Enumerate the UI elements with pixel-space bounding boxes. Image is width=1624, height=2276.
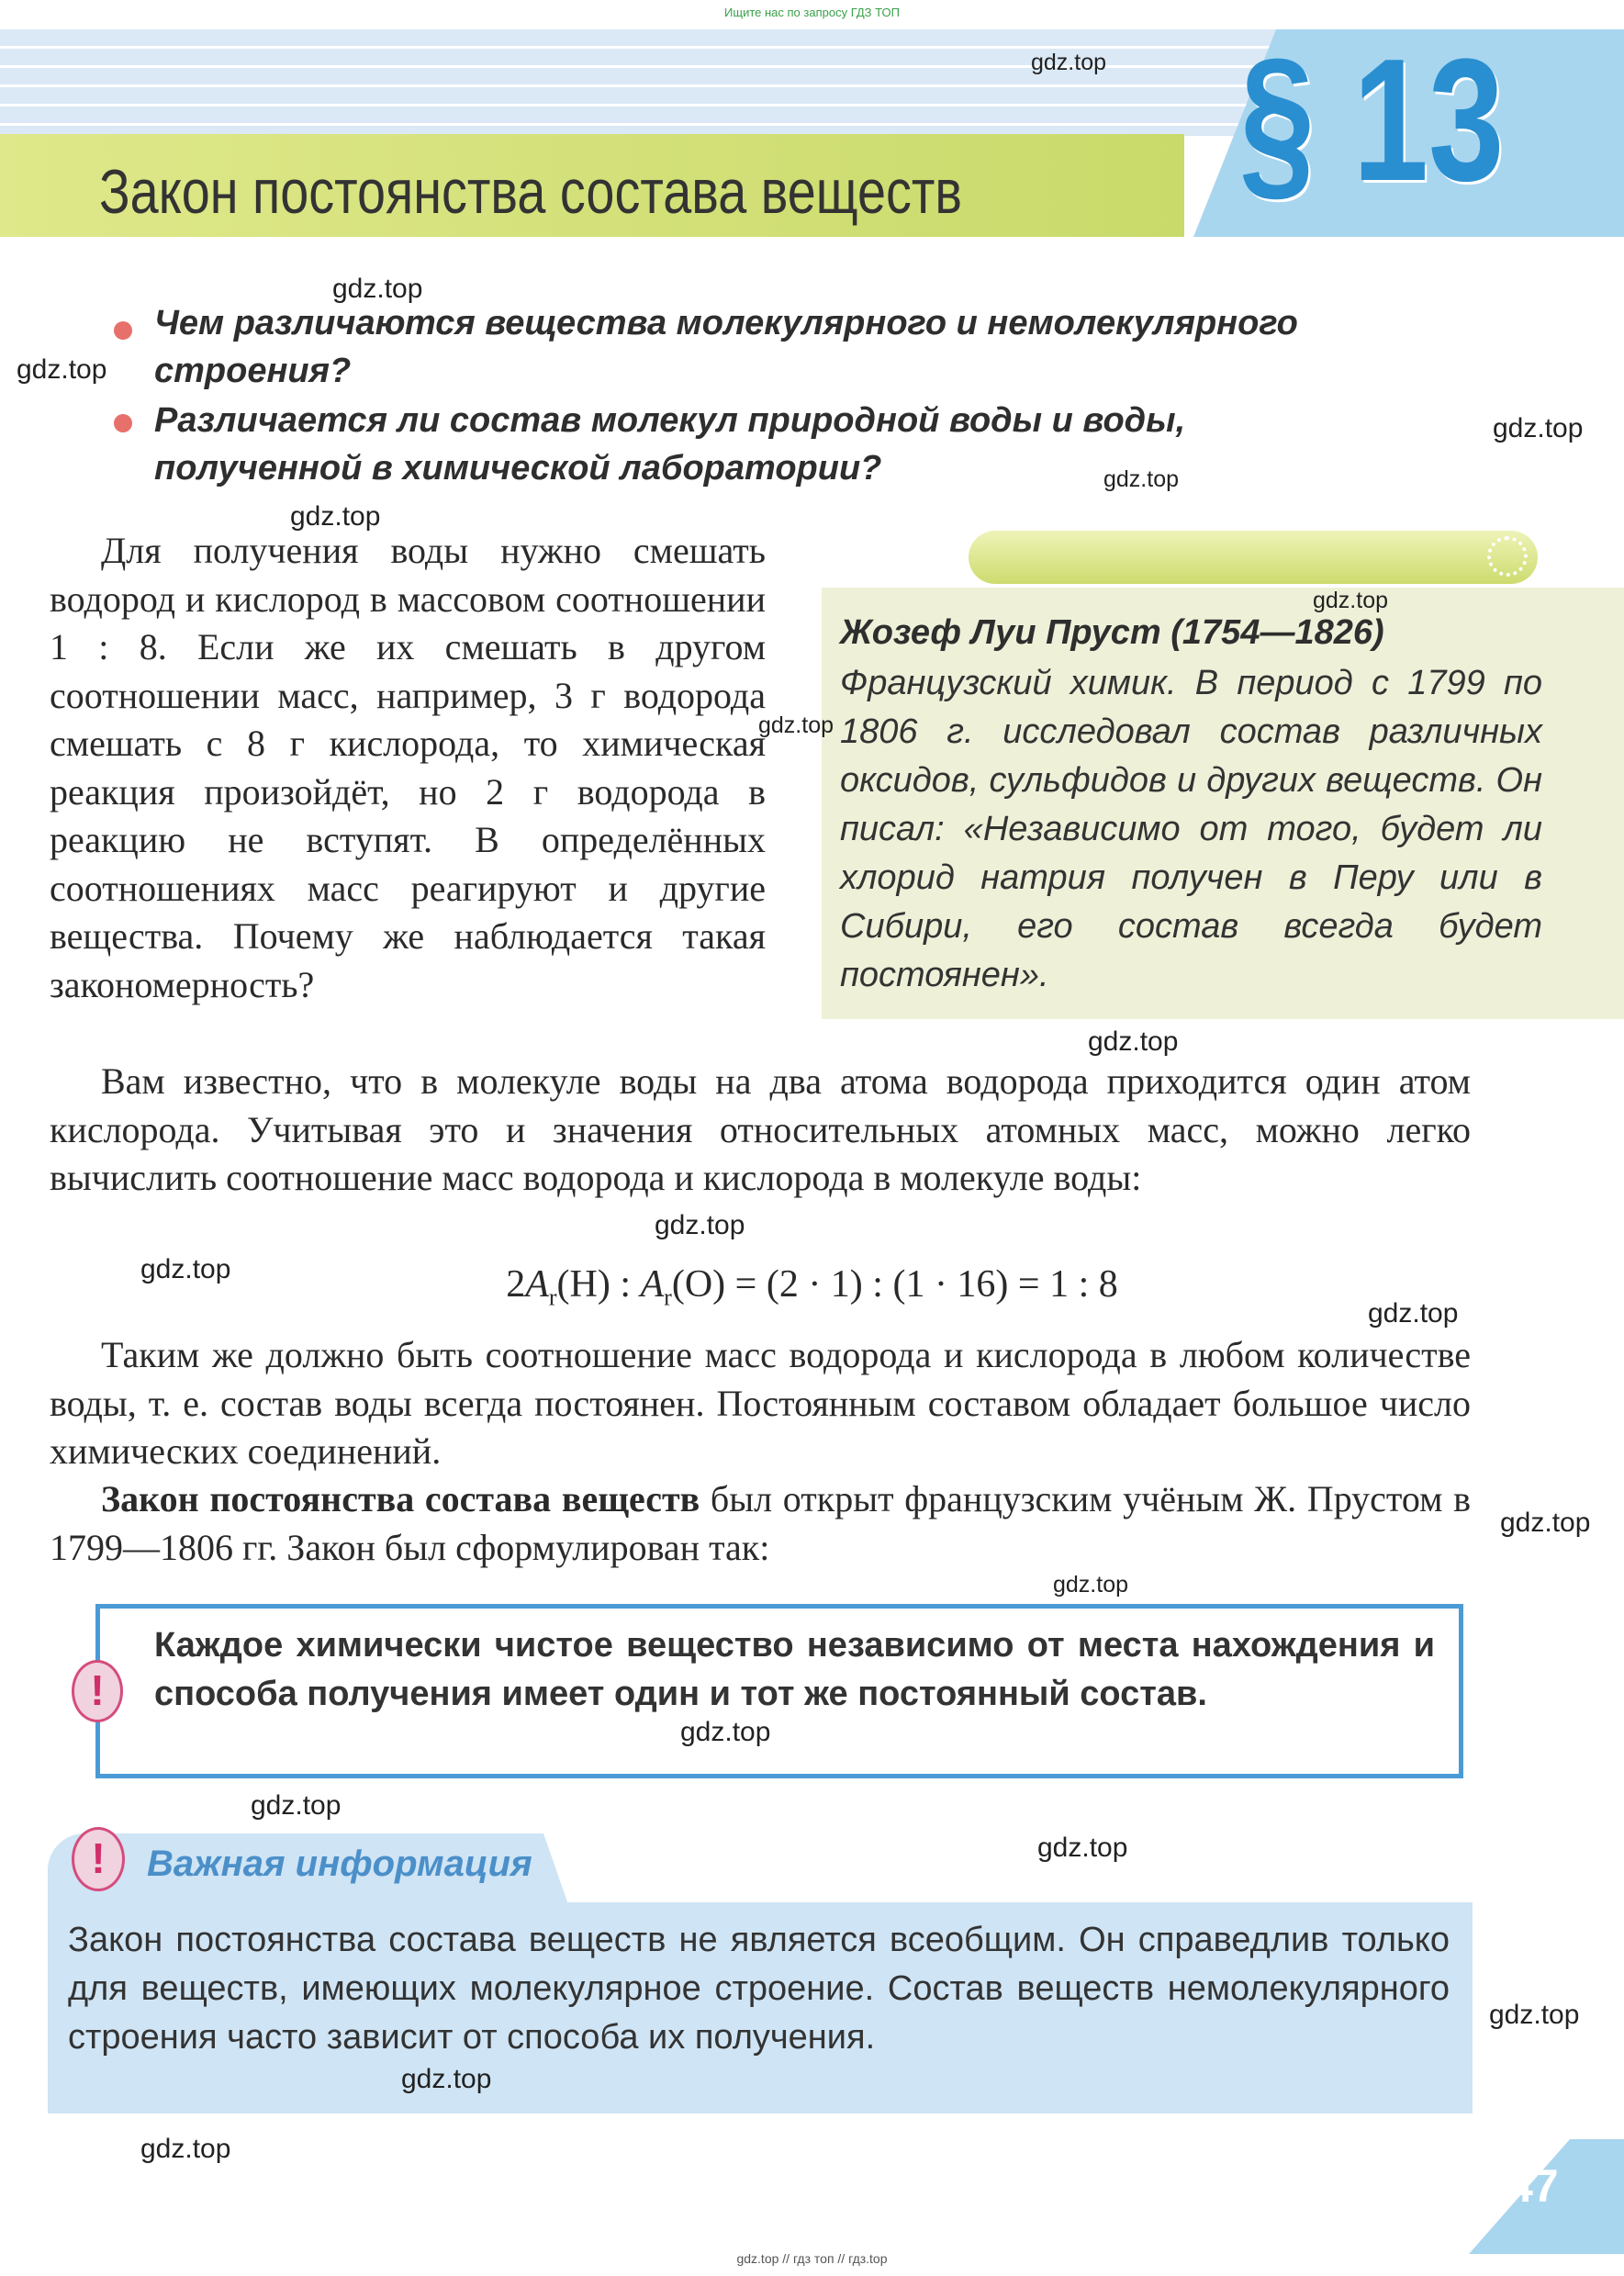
- watermark: gdz.top: [1053, 1572, 1129, 1598]
- biography-header-bar: [969, 531, 1538, 584]
- law-name: Закон постоянства состава веществ: [101, 1478, 700, 1519]
- watermark: gdz.top: [290, 501, 381, 532]
- bottom-note: gdz.top // гдз топ // гдз.top: [736, 2251, 888, 2266]
- watermark: gdz.top: [17, 354, 107, 385]
- paragraph-constant-composition: Таким же должно быть соотношение масс водорода и кислорода в любом количестве воды, т. е. состав воды всегда постоянен. Постоянным составом обладает большое число химических соединений.: [50, 1334, 1471, 1472]
- watermark: gdz.top: [401, 2064, 492, 2094]
- question-2: Различается ли состав молекул природной воды и воды, полученной в химической лаборатории?: [154, 401, 1186, 488]
- dotted-circle-icon: [1487, 536, 1528, 577]
- watermark: gdz.top: [680, 1717, 771, 1747]
- watermark: gdz.top: [1313, 588, 1389, 613]
- header-lines-decoration: [0, 29, 1276, 136]
- bullet-icon: [114, 321, 132, 340]
- biography-text: Французский химик. В период с 1799 по 1806 г. исследовал состав различных оксидов, сульфидов и других веществ. Он писал: «Независимо от того, будет ли хлорид натрия получен в Перу или в Сибири, его состав всегда будет постоянен».: [840, 664, 1542, 994]
- intro-paragraph: Для получения воды нужно смешать водород и кислород в массовом соотношении 1 : 8. Если же их смешать в другом соотношении масс, например, 3 г водорода смешать с 8 г кислорода, то химическая реакция произойдёт, но 2 г водорода в реакцию не вступят. В определённых соотношениях масс реагируют и другие вещества. Почему же наблюдается такая закономерность?: [50, 530, 766, 1005]
- page-title: Закон постоянства состава веществ: [99, 157, 963, 227]
- watermark: gdz.top: [1493, 413, 1584, 443]
- watermark: gdz.top: [1088, 1026, 1179, 1057]
- watermark: gdz.top: [1037, 1833, 1128, 1863]
- watermark: gdz.top: [140, 2134, 231, 2164]
- important-info-title: Важная информация: [147, 1844, 532, 1884]
- section-number: § 13: [1239, 23, 1505, 218]
- paragraph-law-discovery: Закон постоянства состава веществ был открыт французским учёным Ж. Прустом в 1799—1806 гг. Закон был сформулирован так:: [50, 1478, 1471, 1568]
- watermark: gdz.top: [140, 1254, 231, 1284]
- page-number: 47: [1507, 2160, 1559, 2212]
- watermark: gdz.top: [655, 1210, 745, 1240]
- watermark: gdz.top: [332, 274, 423, 304]
- important-info-text: Закон постоянства состава веществ не является всеобщим. Он справедлив только для веществ, имеющих молекулярное строение. Состав веществ немолекулярного строения часто зависит от способа их получения.: [68, 1921, 1450, 2057]
- top-note: Ищите нас по запросу ГДЗ ТОП: [724, 6, 900, 19]
- question-1: Чем различаются вещества молекулярного и немолекулярного строения?: [154, 304, 1298, 390]
- exclamation-icon: !: [72, 1827, 125, 1891]
- mass-ratio-formula: $2A_r(H)$ : $A_r(O) = (2 \cdot 1)$ : (1 · 16) = 1 : 8: [506, 1263, 1118, 1311]
- exclamation-icon: !: [72, 1660, 123, 1722]
- watermark: gdz.top: [1031, 50, 1107, 75]
- watermark: gdz.top: [251, 1790, 342, 1821]
- paragraph-water-composition: Вам известно, что в молекуле воды на два атома водорода приходится один атом кислорода. Учитывая это и значения относительных атомных масс, можно легко вычислить соотношение масс водорода и кислорода в молекуле воды:: [50, 1060, 1471, 1198]
- watermark: gdz.top: [1489, 2000, 1580, 2030]
- bullet-icon: [114, 414, 132, 432]
- watermark: gdz.top: [1368, 1298, 1459, 1329]
- biography-name: Жозеф Луи Пруст (1754—1826): [840, 613, 1384, 652]
- watermark: gdz.top: [1500, 1508, 1591, 1538]
- watermark: gdz.top: [758, 712, 834, 738]
- watermark: gdz.top: [1103, 466, 1180, 492]
- law-statement: Каждое химически чистое вещество независимо от места нахождения и способа получения имеет один и тот же постоянный состав.: [154, 1626, 1435, 1713]
